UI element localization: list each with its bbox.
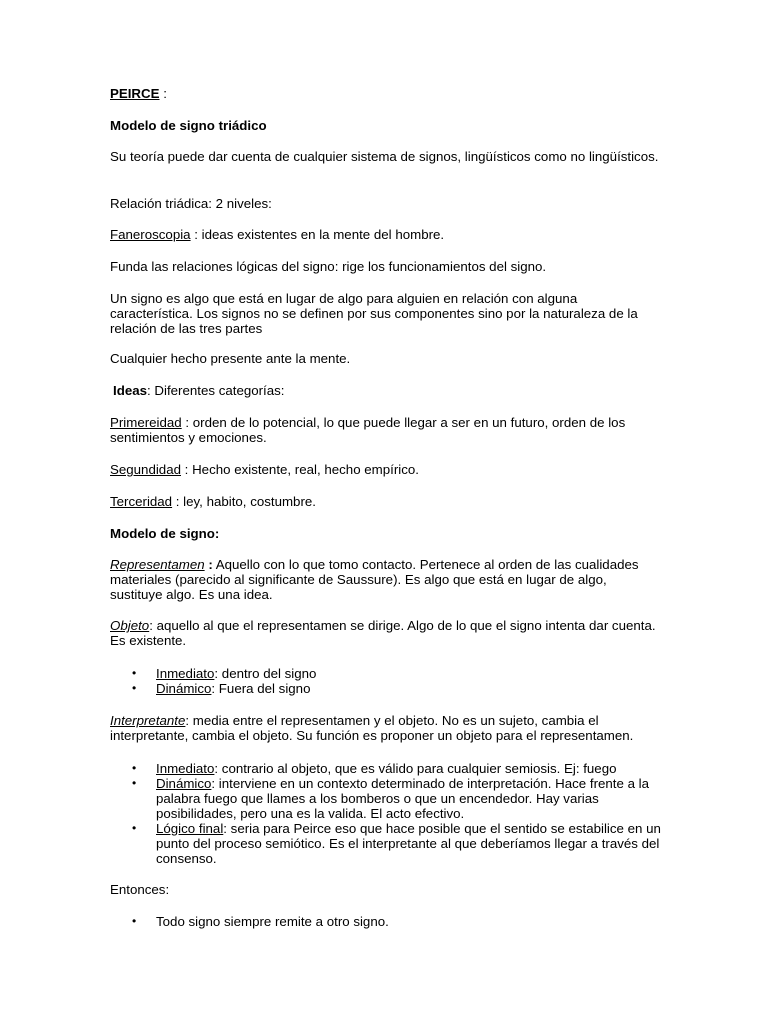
bullet-icon: • xyxy=(132,821,137,835)
paragraph-ideas xyxy=(113,383,665,398)
paragraph-teoria: Su teoría puede dar cuenta de cualquier sistema de signos, lingüísticos como no lingüísticos. xyxy=(110,149,659,164)
paragraph-relacion-triadica: Relación triádica: 2 niveles: xyxy=(110,196,272,211)
term-objeto: Objeto xyxy=(110,618,150,633)
list-item xyxy=(110,681,662,696)
list-item-term: Lógico final xyxy=(156,821,224,836)
list-item xyxy=(110,666,662,681)
definition-objeto: : aquello al que el representamen se dirige. Algo de lo que el signo intenta dar cuenta. Es existente. xyxy=(110,618,656,648)
definition-representamen: Aquello con lo que tomo contacto. Pertenece al orden de las cualidades materiales (parecido al significante de Saussure). Es algo que está en lugar de algo, sustituye algo. Es una idea. xyxy=(110,557,639,602)
bullet-icon: • xyxy=(132,776,137,790)
term-interpretante: Interpretante xyxy=(110,713,186,728)
definition-ideas: : Diferentes categorías: xyxy=(147,383,285,398)
bullet-icon: • xyxy=(132,666,137,680)
document-title xyxy=(110,86,662,101)
list-item-text: : contrario al objeto, que es válido para cualquier semiosis. Ej: fuego xyxy=(214,761,617,776)
term-faneroscopia: Faneroscopia xyxy=(110,227,191,242)
definition-primereidad: : orden de lo potencial, lo que puede llegar a ser en un futuro, orden de los sentimientos y emociones. xyxy=(110,415,626,445)
paragraph-entonces: Entonces: xyxy=(110,882,170,897)
list-item xyxy=(110,914,662,929)
section-heading-modelo: Modelo de signo: xyxy=(110,526,220,541)
bullet-icon: • xyxy=(132,761,137,775)
bullet-icon: • xyxy=(132,681,137,695)
list-item-text: : seria para Peirce eso que hace posible que el sentido se estabilice en un punto del proceso semiótico. Es el interpretante al que deberíamos llegar a través del consenso. xyxy=(156,821,661,866)
objeto-bullet-list xyxy=(110,666,662,696)
list-item-text: : interviene en un contexto determinado de interpretación. Hace frente a la palabra fuego que llames a los bomberos o que un encendedor. Hay varias posibilidades, pero una es la valida. El acto efectivo. xyxy=(156,776,650,821)
definition-terceridad: : ley, habito, costumbre. xyxy=(172,494,316,509)
term-representamen: Representamen xyxy=(110,557,205,572)
paragraph-objeto xyxy=(110,618,662,648)
term-terceridad: Terceridad xyxy=(110,494,173,509)
list-item xyxy=(110,761,662,776)
list-item-text: : Fuera del signo xyxy=(211,681,311,696)
interpretante-bullet-list xyxy=(110,761,662,866)
definition-segundidad: : Hecho existente, real, hecho empírico. xyxy=(180,462,419,477)
list-item-text: : dentro del signo xyxy=(214,666,317,681)
list-item xyxy=(110,821,662,866)
paragraph-terceridad xyxy=(110,494,662,509)
paragraph-cualquier-hecho: Cualquier hecho presente ante la mente. xyxy=(110,351,351,366)
paragraph-primereidad xyxy=(110,415,662,445)
title-suffix: : xyxy=(159,86,167,101)
paragraph-segundidad xyxy=(110,462,662,477)
paragraph-representamen xyxy=(110,557,662,602)
section-heading-triadico: Modelo de signo triádico xyxy=(110,118,267,133)
representamen-colon: : xyxy=(204,557,213,572)
title-name: PEIRCE xyxy=(110,86,160,101)
list-item-term: Dinámico xyxy=(156,776,212,791)
paragraph-un-signo: Un signo es algo que está en lugar de algo para alguien en relación con alguna característica. Los signos no se definen por sus componentes sino por la naturaleza de la relación de las tres partes xyxy=(110,291,638,336)
final-bullet-list xyxy=(110,914,662,929)
list-item-term: Inmediato xyxy=(156,761,215,776)
definition-faneroscopia: : ideas existentes en la mente del hombre. xyxy=(190,227,445,242)
paragraph-interpretante xyxy=(110,713,662,743)
list-item xyxy=(110,776,662,821)
paragraph-funda: Funda las relaciones lógicas del signo: rige los funcionamientos del signo. xyxy=(110,259,547,274)
term-primereidad: Primereidad xyxy=(110,415,182,430)
term-ideas: Ideas xyxy=(113,383,148,398)
list-item-text: Todo signo siempre remite a otro signo. xyxy=(156,914,389,929)
list-item-term: Inmediato xyxy=(156,666,215,681)
paragraph-faneroscopia xyxy=(110,227,662,242)
term-segundidad: Segundidad xyxy=(110,462,181,477)
definition-interpretante: : media entre el representamen y el objeto. No es un sujeto, cambia el interpretante, cambia el objeto. Su función es proponer un objeto para el representamen. xyxy=(110,713,634,743)
list-item-term: Dinámico xyxy=(156,681,212,696)
bullet-icon: • xyxy=(132,914,137,928)
